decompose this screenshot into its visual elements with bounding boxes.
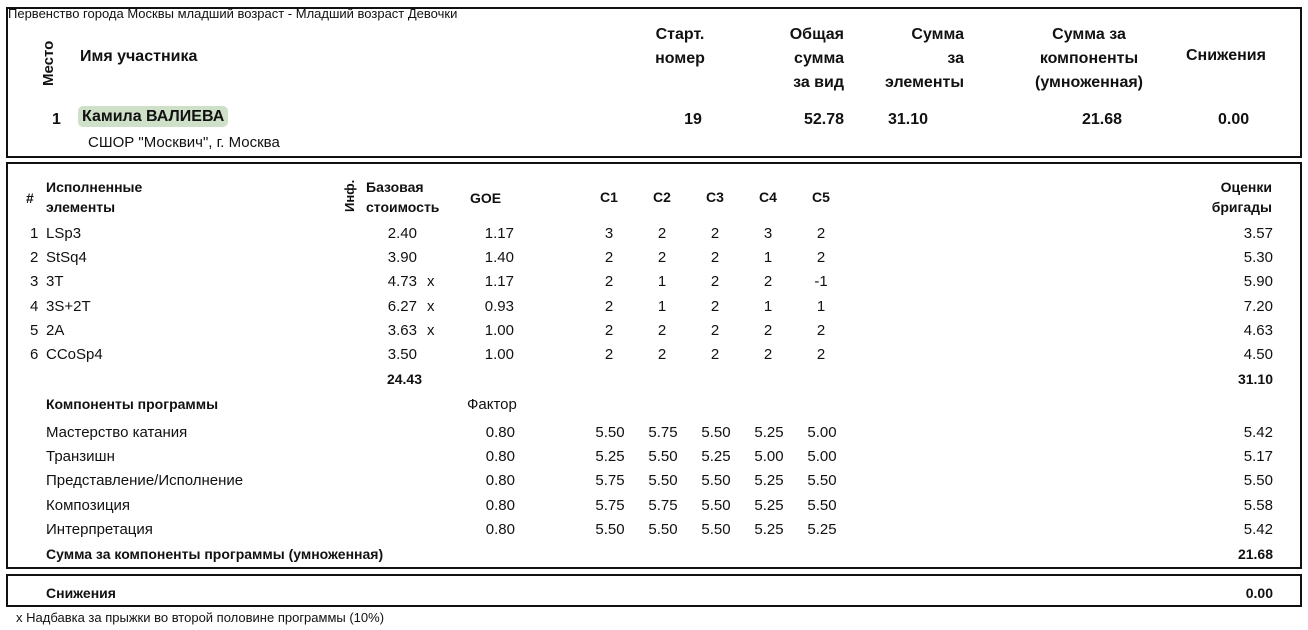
header-components-line1: Сумма за <box>1052 26 1126 43</box>
component-judge-score: 5.75 <box>595 472 625 490</box>
skater-total: 52.78 <box>803 111 844 128</box>
element-judge-score: 2 <box>816 346 826 363</box>
col-num: # <box>26 190 34 206</box>
element-goe: 1.40 <box>484 249 514 267</box>
element-code: 2A <box>46 321 65 339</box>
footnote: x Надбавка за прыжки во второй половине программы (10%) <box>16 610 385 625</box>
component-judge-score: 5.25 <box>754 424 784 441</box>
component-judge-score: 5.50 <box>648 520 678 538</box>
col-elements <box>46 177 142 217</box>
element-code: StSq4 <box>46 249 87 267</box>
skater-start-number: 19 <box>684 111 702 128</box>
component-judge-score: 5.50 <box>648 448 678 466</box>
header-elements <box>870 23 964 95</box>
header-start-line1: Старт. <box>655 26 705 43</box>
header-elements-line3: элементы <box>885 74 964 91</box>
element-judge-score: 2 <box>657 321 667 339</box>
col-panel-score <box>1190 177 1272 217</box>
col-panel-line1: Оценки <box>1220 179 1272 195</box>
col-judge-1: C1 <box>600 189 618 205</box>
element-judge-score: 2 <box>604 321 614 339</box>
component-name: Представление/Исполнение <box>46 472 244 490</box>
component-judge-score: 5.75 <box>648 424 678 441</box>
element-goe: 1.00 <box>484 346 514 363</box>
element-code: LSp3 <box>46 225 82 242</box>
component-name: Мастерство катания <box>46 424 188 441</box>
element-judge-score: 2 <box>710 346 720 363</box>
component-factor: 0.80 <box>485 424 515 441</box>
competition-title: Первенство города Москвы младший возраст - Младший возраст Девочки <box>8 6 458 21</box>
skater-club: СШОР "Москвич", г. Москва <box>88 134 280 151</box>
col-judge-4: C4 <box>759 189 777 205</box>
header-total-line3: за вид <box>793 74 844 91</box>
header-name: Имя участника <box>80 48 198 65</box>
component-judge-score: 5.50 <box>701 424 731 441</box>
header-components-line2: компоненты <box>1039 50 1139 67</box>
header-place: Место <box>40 40 57 86</box>
element-judge-score: 2 <box>763 321 773 339</box>
skater-components-score: 21.68 <box>1082 111 1123 128</box>
element-code: 3S+2T <box>46 297 91 315</box>
element-base-value: 6.27 <box>387 297 417 315</box>
element-goe: 1.17 <box>484 225 514 242</box>
header-deductions: Снижения <box>1186 47 1266 64</box>
element-goe: 0.93 <box>484 297 514 315</box>
component-judge-score: 5.50 <box>595 424 625 441</box>
element-base-value: 4.73 <box>387 273 417 291</box>
element-judge-score: 3 <box>604 225 614 242</box>
col-info: Инф. <box>342 179 357 212</box>
element-panel-score: 3.57 <box>1243 225 1273 242</box>
component-judge-score: 5.25 <box>754 496 784 514</box>
header-total <box>760 23 844 95</box>
component-judge-score: 5.25 <box>754 520 784 538</box>
skater-elements-score: 31.10 <box>888 111 929 128</box>
col-panel-line2: бригады <box>1211 199 1272 215</box>
component-judge-score: 5.25 <box>701 448 731 466</box>
element-judge-score: 2 <box>763 273 773 291</box>
component-judge-score: 5.00 <box>807 448 837 466</box>
component-score: 5.58 <box>1243 496 1273 514</box>
col-judge-3: C3 <box>706 189 724 205</box>
element-judge-score: 2 <box>710 321 720 339</box>
header-start-number <box>640 23 720 71</box>
component-judge-score: 5.50 <box>701 496 731 514</box>
element-judge-score: 2 <box>710 273 720 291</box>
element-code: 3T <box>46 273 64 291</box>
skater-name-text: Камила ВАЛИЕВА <box>78 106 228 127</box>
element-judge-score: 2 <box>816 249 826 267</box>
element-base-value: 3.90 <box>387 249 417 267</box>
component-judge-score: 5.50 <box>701 472 731 490</box>
element-judge-score: 2 <box>710 249 720 267</box>
component-judge-score: 5.25 <box>595 448 625 466</box>
element-judge-score: 2 <box>710 297 720 315</box>
component-score: 5.42 <box>1243 424 1273 441</box>
element-base-value: 3.50 <box>387 346 417 363</box>
component-factor: 0.80 <box>485 520 515 538</box>
component-judge-score: 5.50 <box>807 472 837 490</box>
element-judge-score: 1 <box>763 249 773 267</box>
header-elements-line1: Сумма <box>911 26 964 43</box>
col-base <box>366 177 439 217</box>
element-judge-score: 2 <box>604 346 614 363</box>
component-name: Транзишн <box>46 448 115 466</box>
header-total-line2: сумма <box>794 50 844 67</box>
header-components <box>1024 23 1154 95</box>
component-name: Композиция <box>46 496 131 514</box>
element-base-value: 2.40 <box>387 225 417 242</box>
component-factor: 0.80 <box>485 472 515 490</box>
base-total: 24.43 <box>386 371 422 387</box>
element-panel-score: 7.20 <box>1243 297 1273 315</box>
elements-score-total: 31.10 <box>1237 371 1273 387</box>
components-title: Компоненты программы <box>46 396 219 412</box>
element-goe: 1.17 <box>484 273 514 291</box>
element-judge-score: 2 <box>604 249 614 267</box>
skater-name <box>78 108 228 126</box>
element-bonus-mark: x <box>427 273 435 291</box>
element-base-value: 3.63 <box>387 321 417 339</box>
element-judge-score: 1 <box>763 297 773 315</box>
element-judge-score: 2 <box>604 273 614 291</box>
element-number: 2 <box>30 249 39 267</box>
element-number: 4 <box>30 297 39 315</box>
element-judge-score: 2 <box>710 225 720 242</box>
component-judge-score: 5.50 <box>807 496 837 514</box>
header-components-line3: (умноженная) <box>1035 74 1143 91</box>
element-code: CCoSp4 <box>46 346 103 363</box>
element-goe: 1.00 <box>484 321 514 339</box>
element-judge-score: 2 <box>657 225 667 242</box>
element-judge-score: 2 <box>657 249 667 267</box>
element-judge-score: 1 <box>816 297 826 315</box>
deductions-label: Снижения <box>46 585 116 601</box>
factor-label: Фактор <box>467 396 517 413</box>
element-judge-score: 2 <box>604 297 614 315</box>
component-judge-score: 5.25 <box>754 472 784 490</box>
components-total-label: Сумма за компоненты программы (умноженная) <box>46 546 384 562</box>
element-judge-score: 3 <box>763 225 773 242</box>
component-score: 5.50 <box>1243 472 1273 490</box>
component-score: 5.42 <box>1243 520 1273 538</box>
col-base-line2: стоимость <box>366 199 440 215</box>
skater-deductions: 0.00 <box>1218 111 1250 128</box>
component-judge-score: 5.75 <box>595 496 625 514</box>
component-factor: 0.80 <box>485 448 515 466</box>
col-goe: GOE <box>470 190 502 206</box>
col-elements-line2: элементы <box>46 199 116 215</box>
element-judge-score: -1 <box>814 273 828 291</box>
component-judge-score: 5.00 <box>807 424 837 441</box>
element-number: 3 <box>30 273 39 291</box>
element-panel-score: 4.50 <box>1243 346 1273 363</box>
deductions-value: 0.00 <box>1245 585 1273 601</box>
element-judge-score: 2 <box>816 225 826 242</box>
element-judge-score: 1 <box>657 273 667 291</box>
component-judge-score: 5.50 <box>701 520 731 538</box>
component-name: Интерпретация <box>46 520 153 538</box>
header-start-line2: номер <box>655 50 705 67</box>
component-factor: 0.80 <box>485 496 515 514</box>
component-judge-score: 5.50 <box>595 520 625 538</box>
component-judge-score: 5.75 <box>648 496 678 514</box>
element-panel-score: 5.90 <box>1243 273 1273 291</box>
element-number: 5 <box>30 321 39 339</box>
component-judge-score: 5.00 <box>754 448 784 466</box>
col-elements-line1: Исполненные <box>46 179 143 195</box>
element-bonus-mark: x <box>427 297 435 315</box>
element-number: 1 <box>30 225 39 242</box>
component-judge-score: 5.50 <box>648 472 678 490</box>
header-total-line1: Общая <box>789 26 844 43</box>
components-total-value: 21.68 <box>1237 546 1273 562</box>
element-judge-score: 1 <box>657 297 667 315</box>
element-judge-score: 2 <box>816 321 826 339</box>
col-judge-5: C5 <box>812 189 830 205</box>
skater-place: 1 <box>52 111 61 128</box>
component-judge-score: 5.25 <box>807 520 837 538</box>
element-panel-score: 5.30 <box>1243 249 1273 267</box>
col-base-line1: Базовая <box>366 179 424 195</box>
element-bonus-mark: x <box>427 321 435 339</box>
header-elements-line2: за <box>947 50 964 67</box>
col-judge-2: C2 <box>653 189 671 205</box>
element-judge-score: 2 <box>657 346 667 363</box>
element-judge-score: 2 <box>763 346 773 363</box>
deductions-box <box>6 574 1302 607</box>
element-panel-score: 4.63 <box>1243 321 1273 339</box>
component-score: 5.17 <box>1243 448 1273 466</box>
element-number: 6 <box>30 346 39 363</box>
